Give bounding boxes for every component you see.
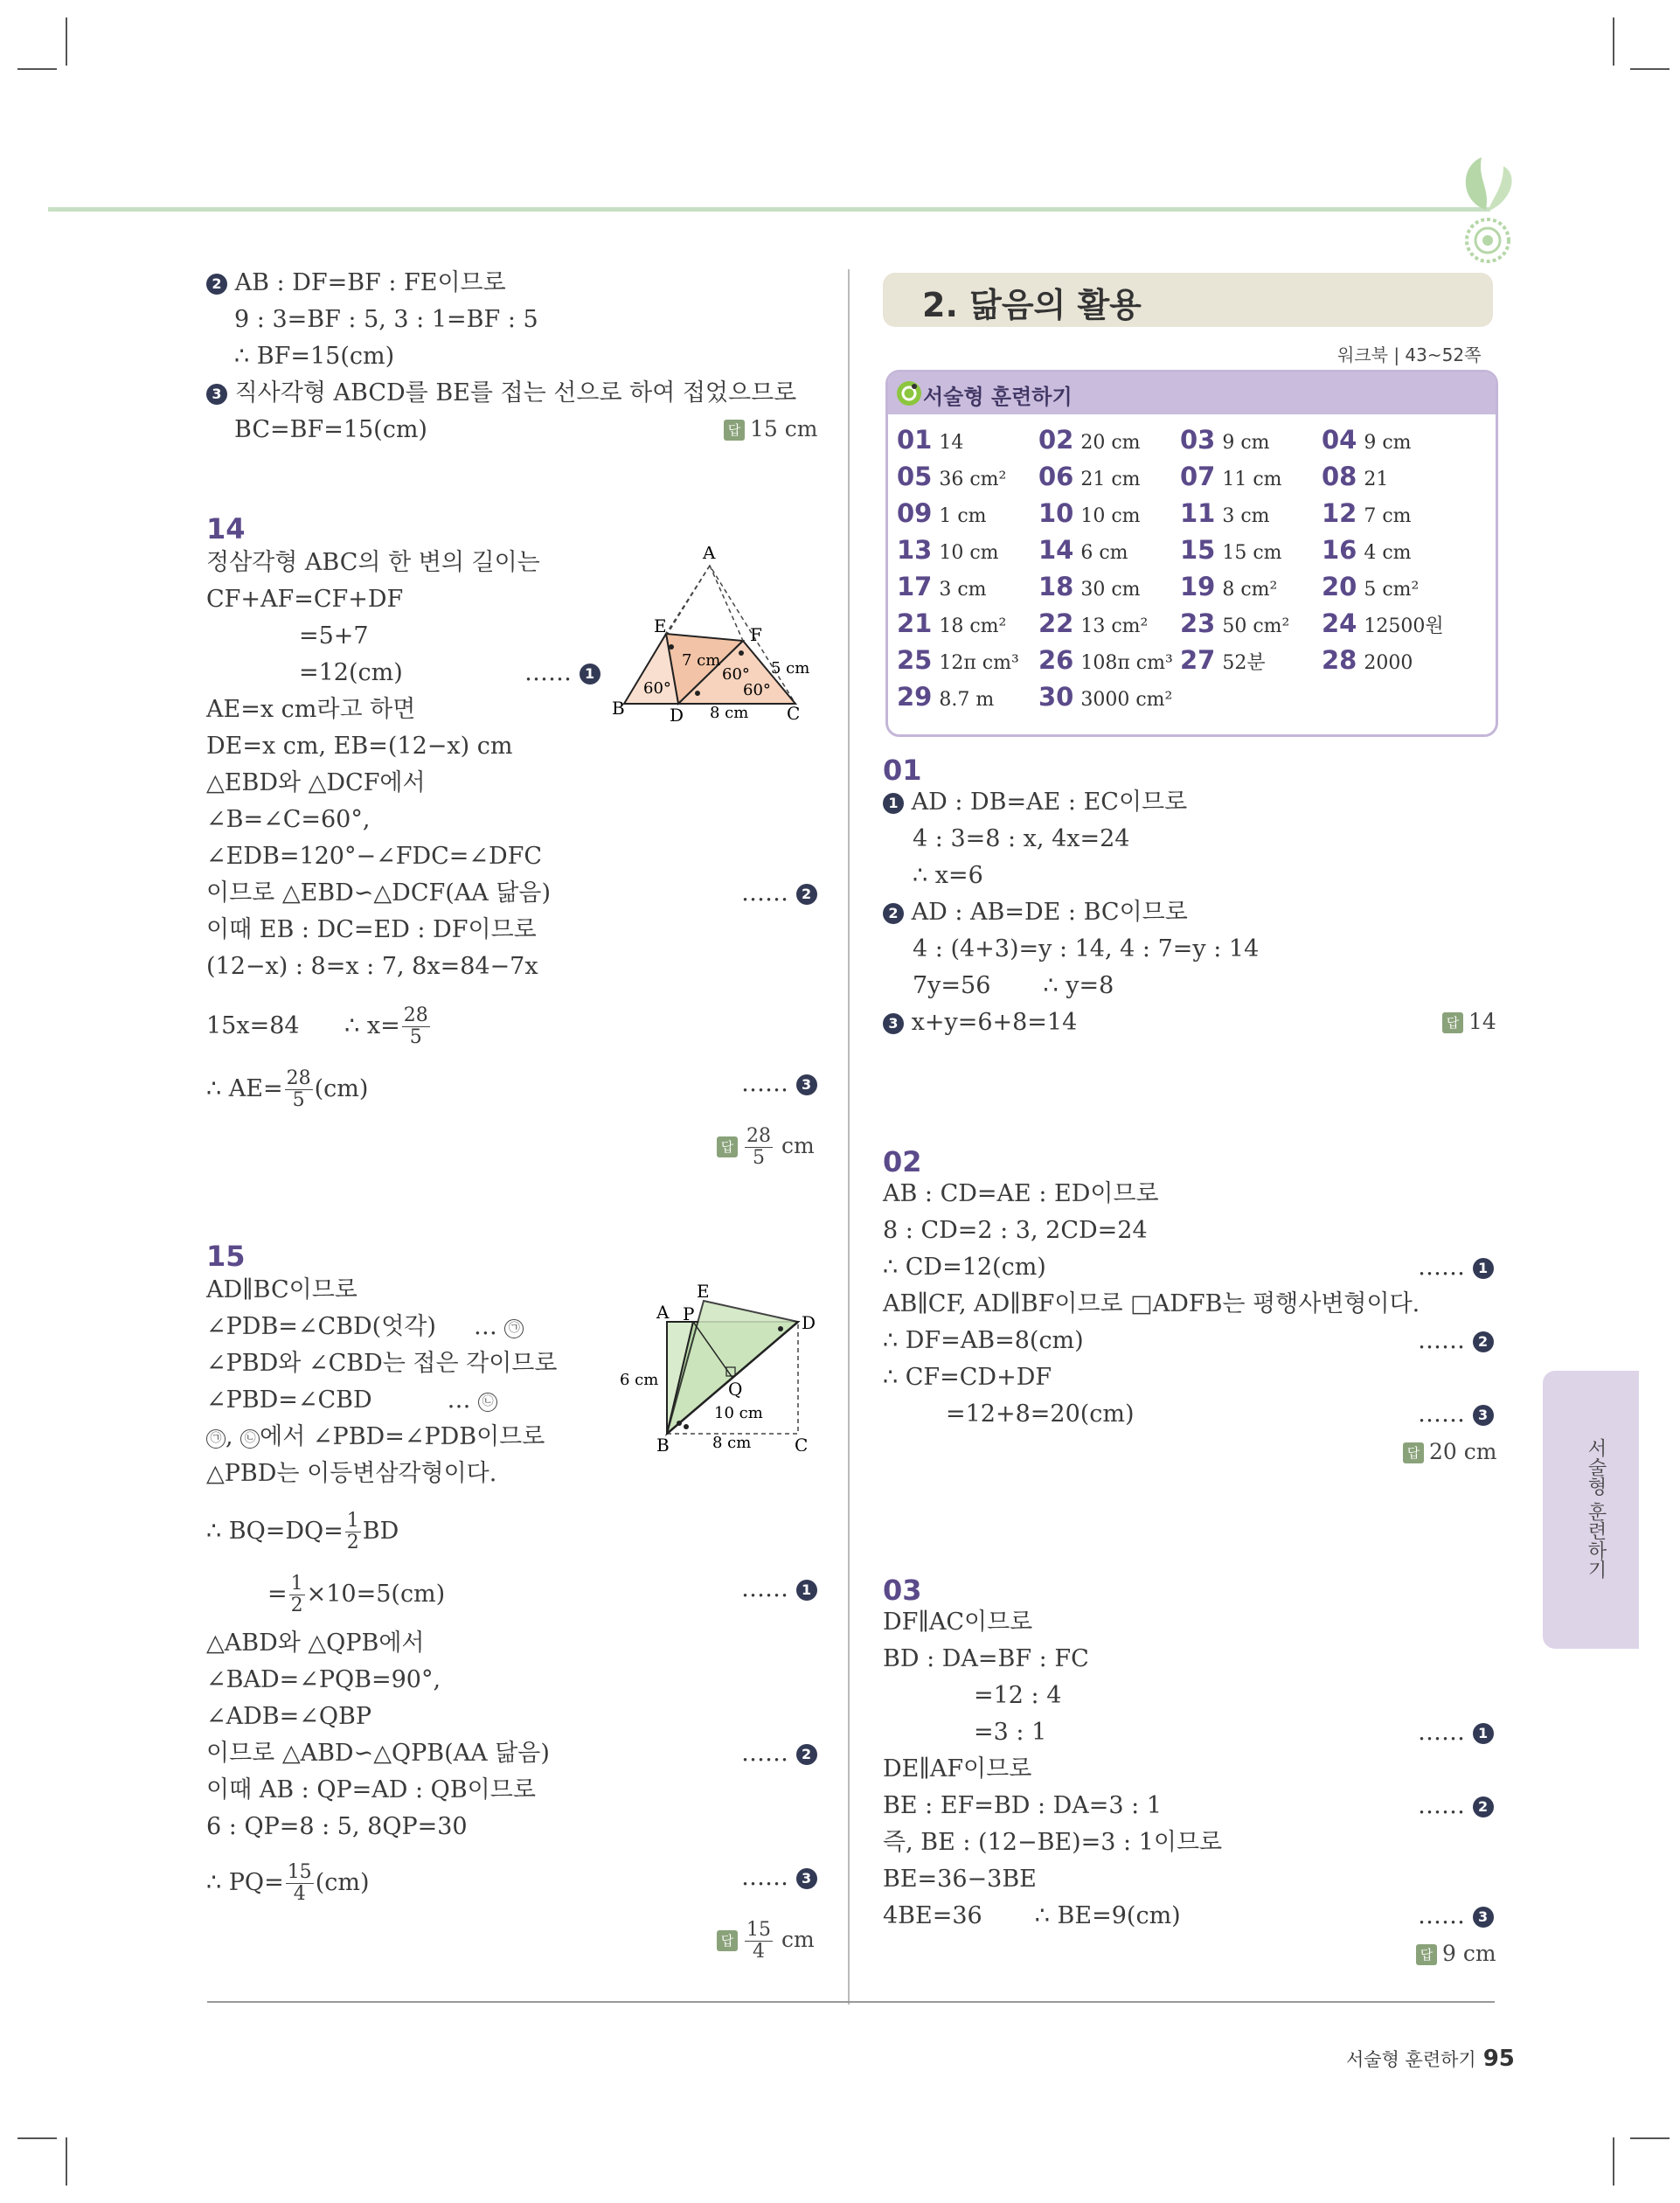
text-line: (12−x) : 8=x : 7, 8x=84−7x [206, 953, 538, 980]
crop-mark [1630, 2137, 1670, 2139]
leaf-ornament-icon [1451, 149, 1521, 271]
text-line: 4 : (4+3)=y : 14, 4 : 7=y : 14 [913, 935, 1260, 963]
text-line: 1 AD : DB=AE : EC이므로 [883, 787, 1187, 818]
crop-mark [66, 17, 67, 66]
step-marker: …… 2 [1418, 1325, 1494, 1357]
answer-icon: 답 [717, 1930, 738, 1951]
step-marker: …… 1 [524, 657, 600, 689]
answer-item: 29 8.7 m [897, 682, 995, 712]
step-marker: …… 2 [741, 1738, 817, 1769]
answer-item: 15 15 cm [1180, 535, 1282, 565]
column-divider [848, 269, 850, 2005]
svg-text:C: C [795, 1435, 809, 1451]
text-line: =12 : 4 [974, 1682, 1062, 1709]
answer-label: 답 20 cm [1403, 1439, 1496, 1464]
step-marker: …… 1 [1418, 1717, 1494, 1748]
problem-number: 15 [206, 1240, 246, 1273]
answer-item: 02 20 cm [1038, 425, 1141, 455]
text-line: ∴ PQ= $\frac{15}{4}$ (cm) [206, 1861, 370, 1905]
text-line: 4 : 3=8 : x, 4x=24 [913, 825, 1130, 852]
answer-label: 답 $\frac{15}{4}$ cm [717, 1920, 815, 1963]
answer-item: 12 7 cm [1322, 498, 1412, 528]
step-marker: …… 1 [1418, 1252, 1494, 1283]
equilateral-triangle-figure [612, 546, 822, 730]
answer-item: 30 3000 cm² [1038, 682, 1173, 712]
text-line: AB∥CF, AD∥BF이므로 □ADFB는 평행사변형이다. [883, 1290, 1420, 1317]
problem-number: 02 [883, 1145, 922, 1178]
text-line: ∠PBD=∠CBD … ㉡ [206, 1385, 497, 1416]
text-line: =5+7 [299, 622, 369, 650]
answer-item: 22 13 cm² [1038, 608, 1149, 638]
text-line: DE∥AF이므로 [883, 1755, 1032, 1783]
answer-item: 01 14 [897, 425, 964, 455]
answer-item: 03 9 cm [1180, 425, 1270, 455]
answer-item: 09 1 cm [897, 498, 987, 528]
svg-text:10 cm: 10 cm [714, 1404, 763, 1422]
folded-rectangle-figure [616, 1276, 826, 1451]
svg-text:A: A [703, 546, 716, 563]
text-line: AB : CD=AE : ED이므로 [883, 1180, 1159, 1207]
text-line: △PBD는 이등변삼각형이다. [206, 1460, 497, 1487]
text-line: BE : EF=BD : DA=3 : 1 [883, 1792, 1163, 1819]
text-line: △EBD와 △DCF에서 [206, 769, 426, 796]
text-line: 2 AB : DF=BF : FE이므로 [206, 268, 506, 299]
svg-text:8 cm: 8 cm [712, 1434, 752, 1451]
footer-rule [207, 2001, 1495, 2003]
svg-text:P: P [683, 1303, 695, 1324]
text-line: ∠EDB=120°−∠FDC=∠DFC [206, 843, 543, 870]
section-title: 2. 닮음의 활용 [922, 286, 1142, 324]
text-line: ∠BAD=∠PQB=90°, [206, 1666, 441, 1693]
answer-item: 23 50 cm² [1180, 608, 1290, 638]
chameleon-icon [893, 376, 925, 411]
workbook-reference: 워크북 | 43~52쪽 [1337, 344, 1482, 365]
answer-item: 28 2000 [1322, 645, 1413, 675]
answer-item: 20 5 cm² [1322, 572, 1420, 601]
crop-mark [1613, 2137, 1614, 2186]
text-line: 정삼각형 ABC의 한 변의 길이는 [206, 549, 540, 576]
svg-text:7 cm: 7 cm [682, 651, 721, 670]
svg-text:C: C [787, 703, 801, 724]
text-line: CF+AF=CF+DF [206, 586, 404, 613]
text-line: 3 x+y=6+8=14 [883, 1007, 1077, 1039]
svg-text:A: A [656, 1302, 670, 1323]
answer-item: 05 36 cm² [897, 462, 1007, 491]
step-marker: …… 3 [741, 1862, 817, 1894]
svg-text:E: E [697, 1281, 710, 1302]
svg-text:B: B [612, 698, 625, 719]
answer-item: 14 6 cm [1038, 535, 1128, 565]
step-marker: …… 3 [1418, 1901, 1494, 1932]
text-line: 9 : 3=BF : 5, 3 : 1=BF : 5 [234, 306, 538, 333]
text-line: BD : DA=BF : FC [883, 1645, 1089, 1672]
svg-text:B: B [656, 1435, 670, 1451]
text-line: 4BE=36 ∴ BE=9(cm) [883, 1902, 1181, 1929]
answer-icon: 답 [724, 420, 745, 441]
step-marker: …… 1 [741, 1574, 817, 1605]
answer-item: 11 3 cm [1180, 498, 1270, 528]
svg-text:8 cm: 8 cm [710, 704, 749, 722]
answer-box-title: 서술형 훈련하기 [923, 385, 1073, 409]
svg-text:60°: 60° [643, 679, 671, 698]
text-line: ㉠ , ㉡ 에서 ∠PBD=∠PDB이므로 [206, 1421, 545, 1453]
text-line: 7y=56 ∴ y=8 [913, 972, 1114, 999]
answer-label: 답 9 cm [1416, 1941, 1496, 1966]
text-line: ∠ADB=∠QBP [206, 1703, 371, 1730]
text-line: 이므로 △ABD∽△QPB(AA 닮음) [206, 1740, 550, 1767]
answer-item: 27 52분 [1180, 645, 1266, 675]
text-line: 8 : CD=2 : 3, 2CD=24 [883, 1217, 1148, 1244]
crop-mark [17, 68, 57, 70]
text-line: ∴ DF=AB=8(cm) [883, 1327, 1084, 1354]
text-line: =12(cm) [299, 659, 403, 686]
problem-number: 01 [883, 754, 922, 787]
footer-label: 서술형 훈련하기 [1346, 2049, 1476, 2070]
step-marker: …… 2 [741, 878, 817, 909]
step-marker: …… 3 [741, 1068, 817, 1100]
answer-label: 답 14 [1442, 1009, 1496, 1034]
answer-item: 19 8 cm² [1180, 572, 1278, 601]
svg-text:60°: 60° [722, 665, 750, 684]
answer-item: 24 12500원 [1322, 608, 1444, 638]
text-line: =3 : 1 [974, 1719, 1047, 1746]
text-line: ∴ BF=15(cm) [234, 343, 395, 370]
answer-item: 26 108π cm³ [1038, 645, 1173, 675]
text-line: AE=x cm라고 하면 [206, 696, 416, 723]
text-line: ∠PDB=∠CBD(엇각) … ㉠ [206, 1311, 524, 1343]
answer-item: 25 12π cm³ [897, 645, 1019, 675]
answer-item: 08 21 [1322, 462, 1389, 491]
text-line: BC=BF=15(cm) [234, 416, 427, 443]
svg-text:F: F [750, 624, 762, 645]
text-line: 즉, BE : (12−BE)=3 : 1이므로 [883, 1829, 1223, 1856]
problem-number: 14 [206, 512, 246, 546]
svg-text:E: E [654, 615, 667, 636]
svg-text:D: D [802, 1312, 816, 1333]
page-number: 95 [1482, 2046, 1515, 2072]
text-line: ∠B=∠C=60°, [206, 806, 371, 833]
crop-mark [1613, 17, 1614, 66]
answer-item: 04 9 cm [1322, 425, 1412, 455]
crop-mark [1630, 68, 1670, 70]
crop-mark [66, 2137, 67, 2186]
text-line: = $\frac{1}{2}$ ×10=5(cm) [267, 1573, 446, 1616]
page-footer [1346, 2046, 1515, 2072]
svg-text:6 cm: 6 cm [620, 1371, 659, 1389]
text-line: ∴ x=6 [913, 862, 983, 889]
answer-icon: 답 [717, 1136, 738, 1157]
problem-number: 03 [883, 1574, 922, 1607]
answer-label: 답 $\frac{28}{5}$ cm [717, 1126, 815, 1169]
text-line: BE=36−3BE [883, 1866, 1037, 1893]
step-marker-2: 2 [206, 274, 227, 295]
answer-item: 16 4 cm [1322, 535, 1412, 565]
text-line: =12+8=20(cm) [946, 1400, 1135, 1428]
step-marker-3: 3 [206, 384, 227, 405]
text-line: 2 AD : AB=DE : BC이므로 [883, 897, 1188, 928]
answer-item: 13 10 cm [897, 535, 999, 565]
svg-text:5 cm: 5 cm [771, 659, 810, 678]
side-tab-label: 서술형 훈련하기 [1585, 1438, 1607, 1579]
text-line: DE=x cm, EB=(12−x) cm [206, 733, 513, 760]
text-line: ∴ CD=12(cm) [883, 1254, 1046, 1281]
header-rule [48, 207, 1490, 212]
answer-summary-box [885, 370, 1498, 737]
answer-item: 10 10 cm [1038, 498, 1141, 528]
answer-item: 06 21 cm [1038, 462, 1141, 491]
text-line: 이므로 △EBD∽△DCF(AA 닮음) [206, 879, 552, 907]
answer-item: 17 3 cm [897, 572, 987, 601]
text-line: 15x=84 ∴ x= $\frac{28}{5}$ [206, 1004, 428, 1048]
text-line: 이때 AB : QP=AD : QB이므로 [206, 1776, 536, 1803]
svg-text:Q: Q [728, 1379, 743, 1400]
text-line: DF∥AC이므로 [883, 1609, 1033, 1636]
text-line: AD∥BC이므로 [206, 1276, 358, 1303]
svg-text:D: D [670, 705, 684, 726]
text-line: ∠PBD와 ∠CBD는 접은 각이므로 [206, 1350, 558, 1377]
crop-mark [17, 2137, 57, 2139]
text-line: ∴ AE= $\frac{28}{5}$ (cm) [206, 1067, 369, 1111]
step-marker: …… 3 [1418, 1399, 1494, 1430]
text-line: 6 : QP=8 : 5, 8QP=30 [206, 1813, 468, 1840]
answer-label: 답 15 cm [724, 416, 817, 441]
text-line: ∴ CF=CD+DF [883, 1364, 1052, 1391]
answer-item: 07 11 cm [1180, 462, 1282, 491]
step-marker: …… 2 [1418, 1790, 1494, 1822]
text-line: ∴ BQ=DQ= $\frac{1}{2}$ BD [206, 1510, 399, 1553]
text-line: 이때 EB : DC=ED : DF이므로 [206, 916, 537, 943]
text-line: △ABD와 △QPB에서 [206, 1630, 425, 1657]
answer-item: 18 30 cm [1038, 572, 1141, 601]
svg-text:60°: 60° [743, 681, 771, 699]
answer-item: 21 18 cm² [897, 608, 1007, 638]
text-line: 3 직사각형 ABCD를 BE를 접는 선으로 하여 접었으므로 [206, 378, 796, 409]
